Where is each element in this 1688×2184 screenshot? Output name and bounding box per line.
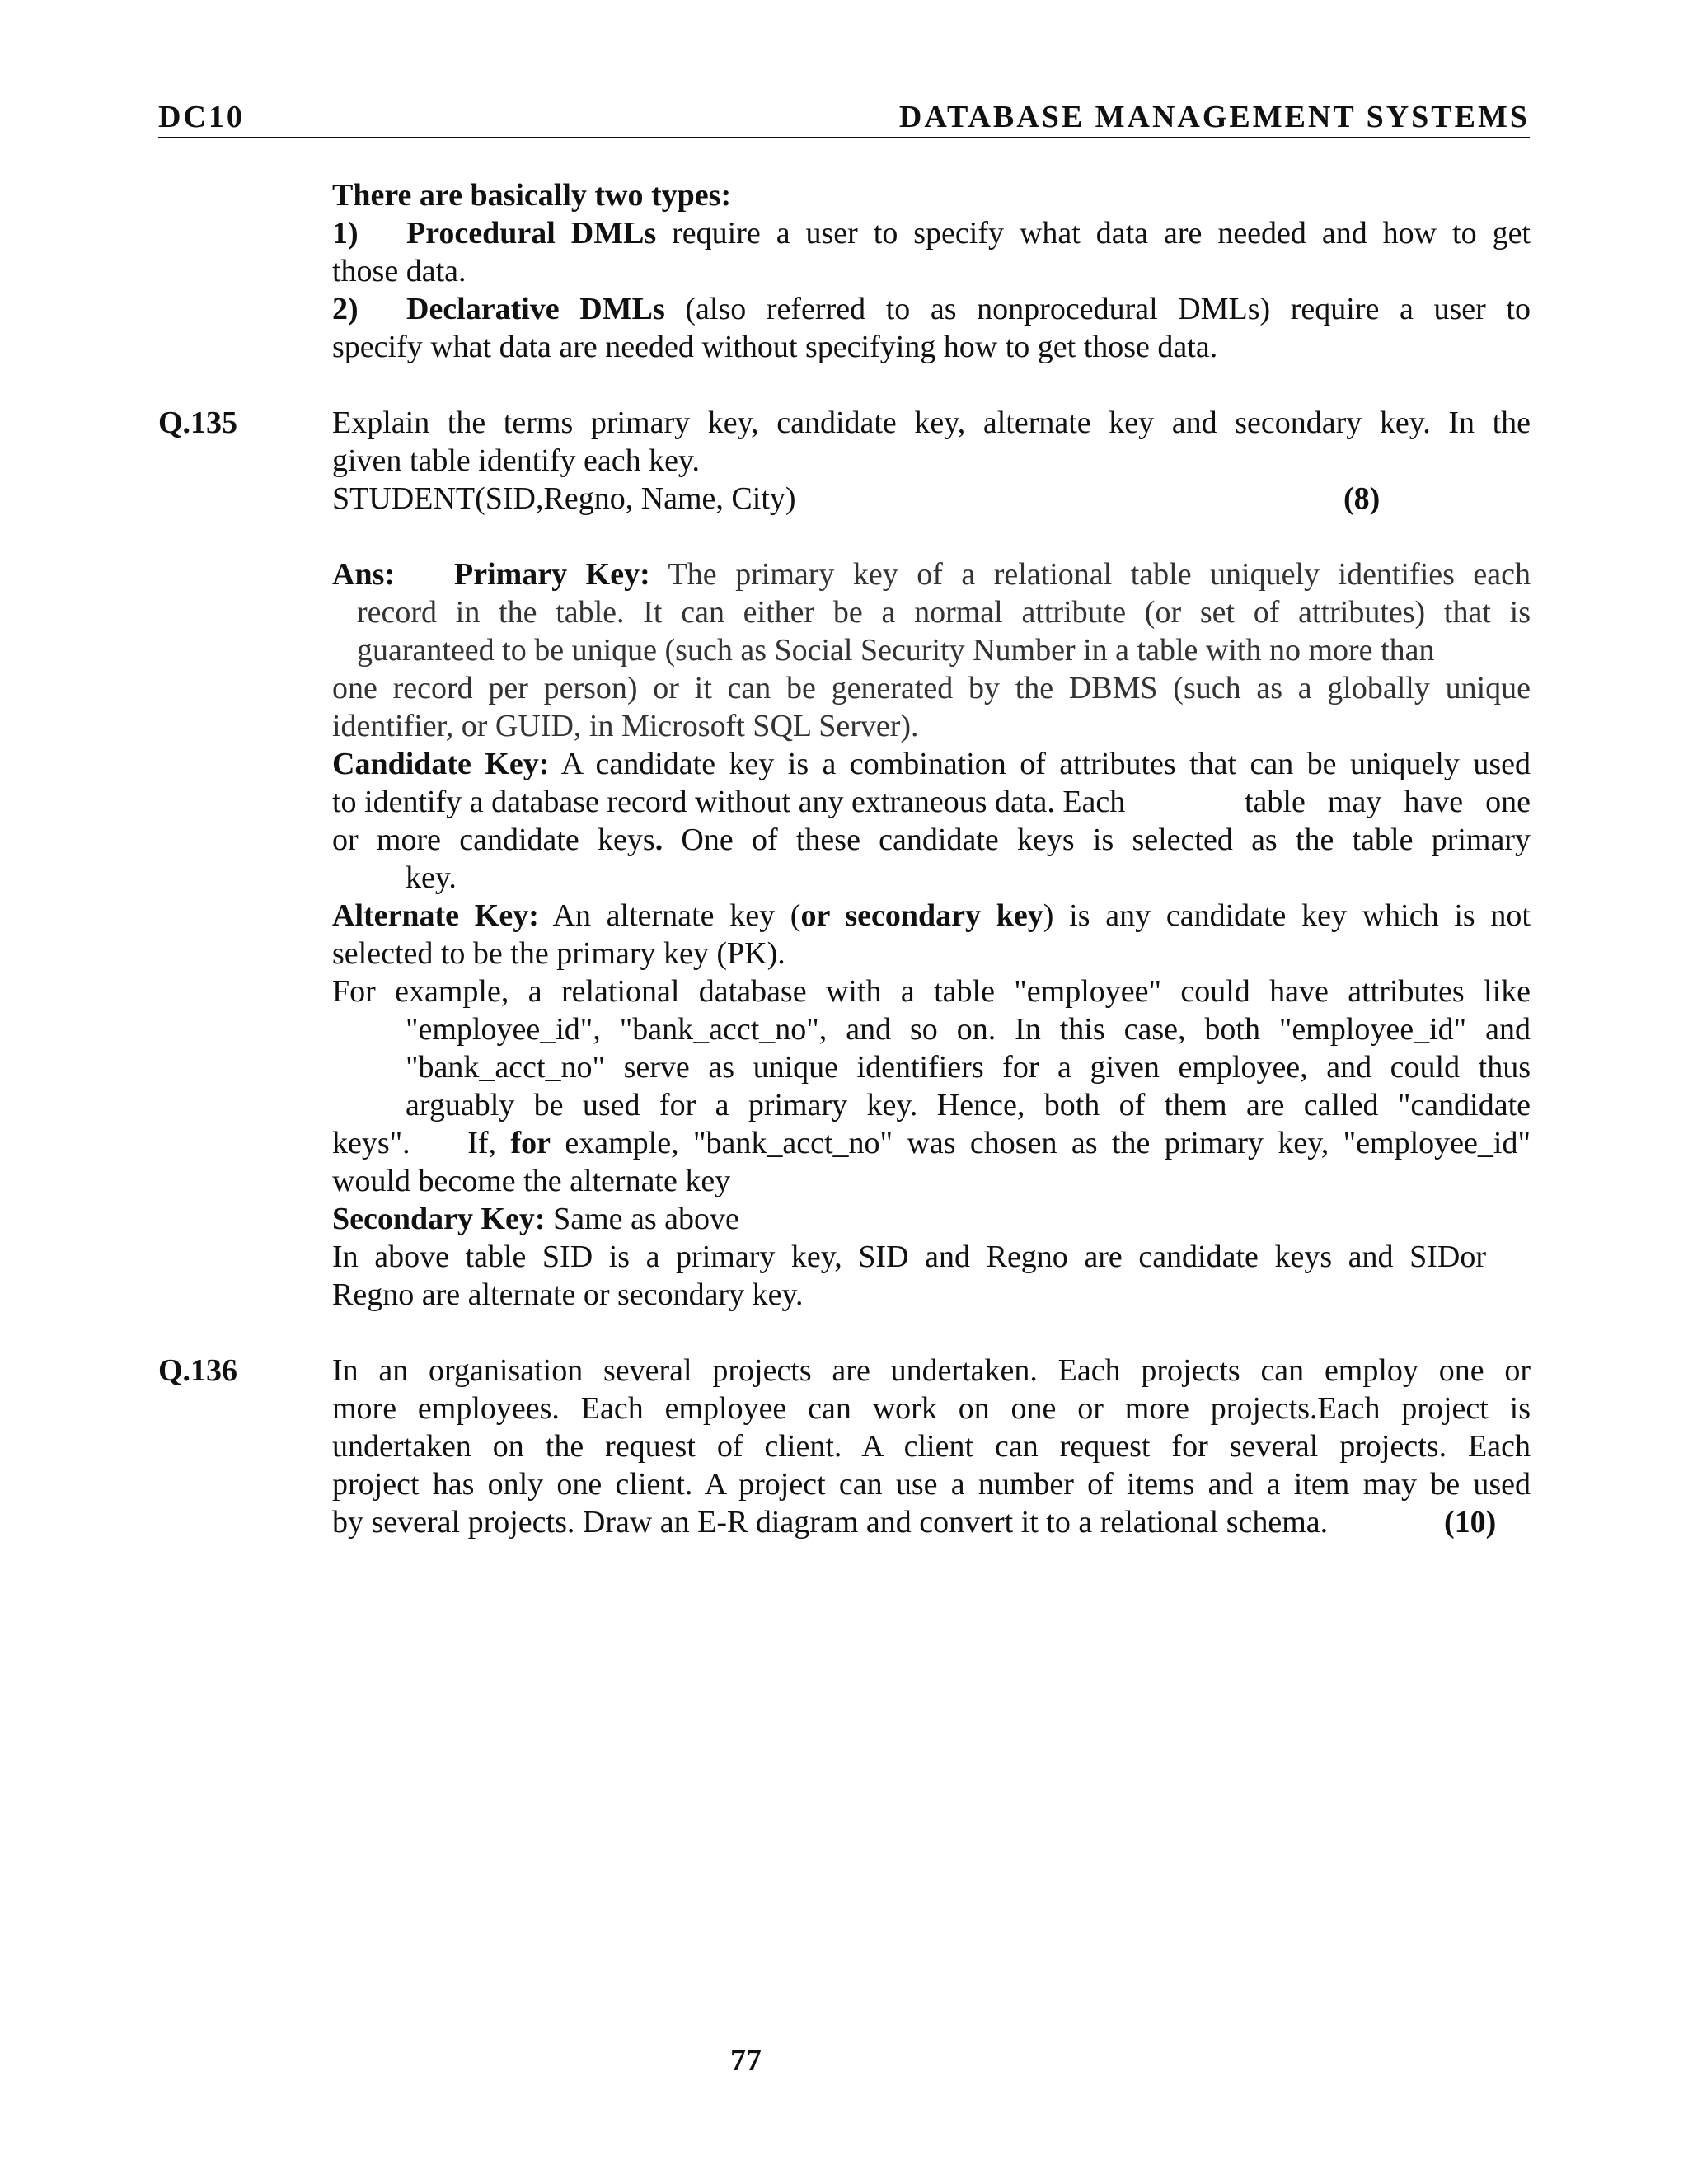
dml-item-1-line-2: those data.	[332, 254, 467, 288]
question-135-number: Q.135	[158, 405, 238, 440]
question-135-line-2: given table identify each key.	[332, 443, 700, 478]
candidate-key-label: Candidate Key:	[332, 747, 550, 781]
secondary-key-label: Secondary Key:	[332, 1202, 546, 1236]
question-135-schema: STUDENT(SID,Regno, Name, City)	[332, 481, 796, 516]
candidate-key-line-3b: One of these candidate keys is selected as the table primary	[663, 823, 1531, 857]
question-136-line-3: undertaken on the request of client. A client can request for several projects. Each	[332, 1429, 1531, 1464]
dml-types-heading: There are basically two types:	[332, 178, 732, 213]
primary-key-line-5: identifier, or GUID, in Microsoft SQL Server).	[332, 709, 919, 743]
example-line-1: For example, a relational database with a table "employee" could have attributes like	[332, 974, 1531, 1009]
candidate-key-period: .	[654, 823, 663, 857]
question-135-line-1: Explain the terms primary key, candidate key, alternate key and secondary key. In the	[332, 405, 1531, 440]
example-line-5	[332, 1124, 1531, 1162]
example-line-5a: keys". If,	[332, 1126, 511, 1160]
question-136-line-4: project has only one client. A project can use a number of items and a item may be used	[332, 1467, 1531, 1502]
dml-item-2-line-1	[332, 290, 1531, 328]
question-136-marks: (10)	[1444, 1505, 1497, 1540]
example-line-3: "bank_acct_no" serve as unique identifiers for a given employee, and could thus	[406, 1050, 1531, 1085]
page-number: 77	[730, 2043, 762, 2078]
dml-item-2-text: (also referred to as nonprocedural DMLs) require a user to	[664, 292, 1531, 326]
dml-item-2-term: Declarative DMLs	[406, 292, 665, 326]
example-line-2: "employee_id", "bank_acct_no", and so on. In this case, both "employee_id" and	[406, 1012, 1531, 1047]
example-line-5b: example, "bank_acct_no" was chosen as the primary key, "employee_id"	[550, 1126, 1531, 1160]
secondary-key-text: Same as above	[545, 1202, 739, 1236]
primary-key-line-4: one record per person) or it can be generated by the DBMS (such as a globally unique	[332, 671, 1531, 705]
candidate-key-line-3a: or more candidate keys	[332, 823, 655, 857]
answer-label: Ans:	[332, 557, 396, 592]
page-header	[158, 101, 1530, 138]
question-136-line-5: by several projects. Draw an E-R diagram and convert it to a relational schema.	[332, 1505, 1329, 1540]
course-code: DC10	[158, 100, 245, 134]
dml-item-1-line-1	[332, 214, 1531, 252]
alternate-key-text-a: An alternate key (	[538, 898, 801, 933]
secondary-key-line	[332, 1200, 739, 1238]
dml-item-1-text: require a user to specify what data are needed and how to get	[656, 216, 1531, 251]
example-line-6: would become the alternate key	[332, 1164, 731, 1198]
question-136-number: Q.136	[158, 1353, 238, 1388]
primary-key-label: Primary Key:	[454, 557, 650, 592]
dml-item-1-number: 1)	[332, 216, 359, 251]
primary-key-line-2: record in the table. It can either be a normal attribute (or set of attributes) that is	[357, 595, 1531, 630]
alternate-key-text-b: ) is any candidate key which is not	[1043, 898, 1531, 933]
dml-item-2-line-2: specify what data are needed without specifying how to get those data.	[332, 330, 1218, 364]
alternate-key-label: Alternate Key:	[332, 898, 539, 933]
dml-item-1-term: Procedural DMLs	[406, 216, 657, 251]
example-line-4: arguably be used for a primary key. Hence, both of them are called "candidate	[406, 1088, 1531, 1122]
primary-key-line-1	[332, 555, 1531, 593]
conclusion-line-2: Regno are alternate or secondary key.	[332, 1277, 804, 1312]
candidate-key-line-2a: to identify a database record without any extraneous data. Each	[332, 785, 1126, 819]
example-line-5-bold: for	[510, 1126, 551, 1160]
dml-item-2-number: 2)	[332, 292, 359, 326]
conclusion-line-1: In above table SID is a primary key, SID and Regno are candidate keys and SIDor	[332, 1240, 1486, 1274]
primary-key-text: The primary key of a relational table uniquely identifies each	[649, 557, 1531, 592]
question-136-line-2: more employees. Each employee can work on one or more projects.Each project is	[332, 1391, 1531, 1426]
candidate-key-line-4: key.	[406, 860, 457, 895]
candidate-key-text: A candidate key is a combination of attributes that can be uniquely used	[549, 747, 1531, 781]
question-135-marks: (8)	[1343, 481, 1381, 516]
alternate-key-bold: or secondary key	[800, 898, 1043, 933]
question-136-line-1: In an organisation several projects are undertaken. Each projects can employ one or	[332, 1353, 1531, 1388]
candidate-key-line-1	[332, 745, 1531, 783]
candidate-key-line-2b: table may have one	[1245, 785, 1531, 819]
course-title: DATABASE MANAGEMENT SYSTEMS	[898, 100, 1530, 134]
alternate-key-line-1	[332, 897, 1531, 935]
candidate-key-line-3	[332, 821, 1531, 859]
primary-key-line-3: guaranteed to be unique (such as Social Security Number in a table with no more than	[357, 633, 1435, 668]
alternate-key-line-2: selected to be the primary key (PK).	[332, 936, 785, 971]
